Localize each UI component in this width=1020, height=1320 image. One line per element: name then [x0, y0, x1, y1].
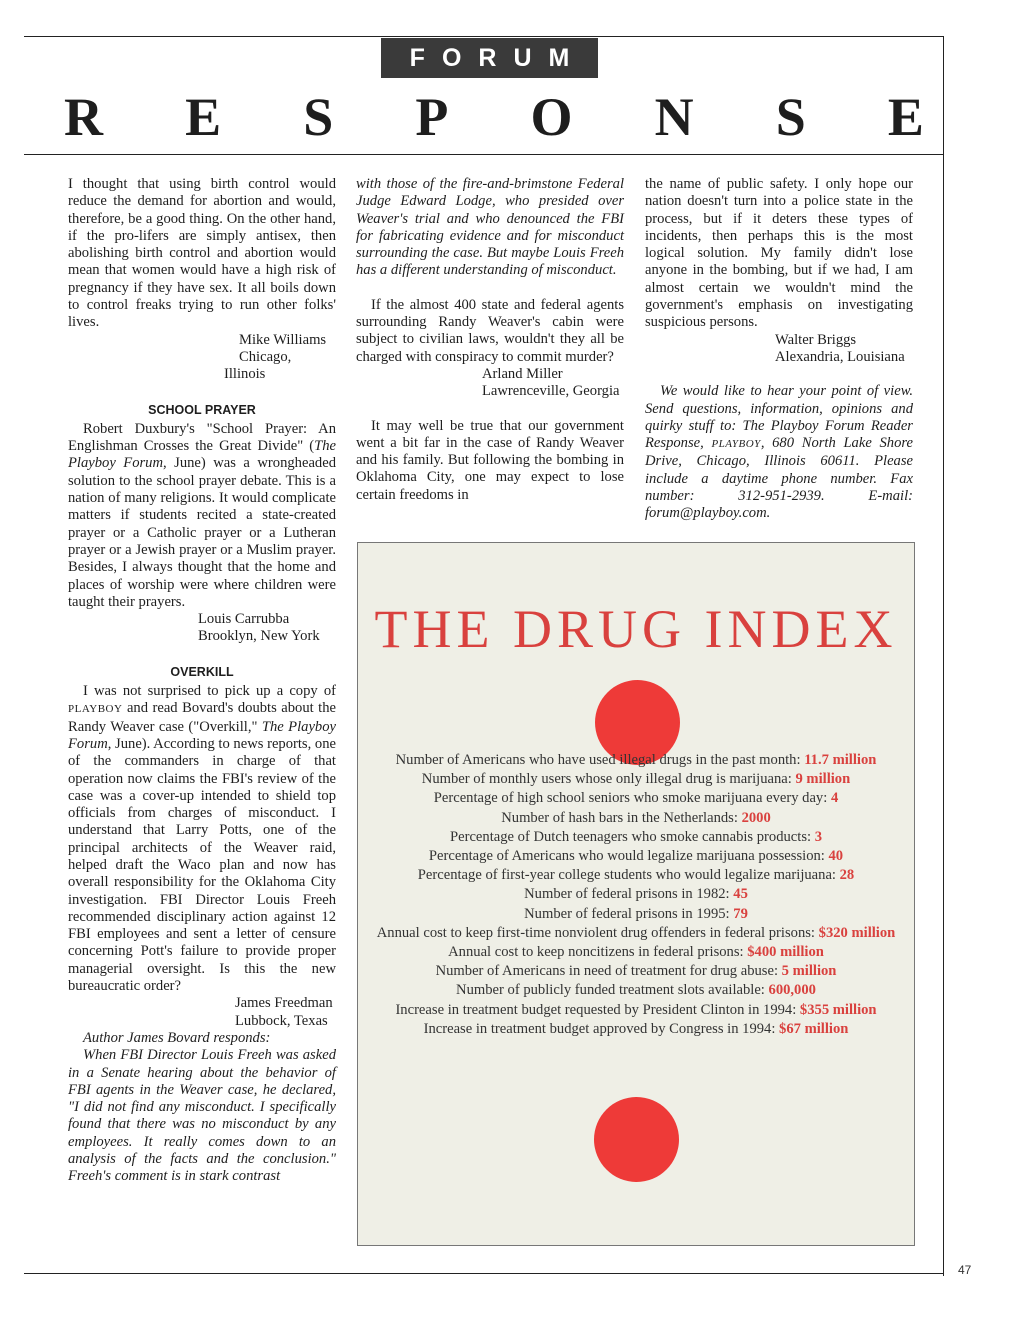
letter-public-safety: It may well be true that our government went a bit far in the case of Randy Weaver and his family. But following the bombing in Oklahoma City, one may expect to lose certain freedoms in	[356, 417, 624, 503]
drug-index-item-value: 5 million	[781, 963, 837, 980]
forum-label: FORUM	[381, 38, 598, 78]
drug-index-item	[366, 770, 906, 789]
drug-index-item-value: 4	[830, 790, 839, 807]
drug-index-list	[366, 751, 906, 1039]
section-heading-overkill: OVERKILL	[170, 664, 234, 679]
drug-index-item-label: Number of Americans in need of treatment for drug abuse:	[435, 963, 782, 980]
drug-index-item-value: 9 million	[795, 771, 851, 788]
right-rule	[943, 36, 944, 1276]
drug-index-item	[366, 962, 906, 981]
signature-name: James Freedman	[235, 995, 333, 1012]
drug-index-item-label: Increase in treatment budget approved by Congress in 1994:	[423, 1020, 780, 1037]
section-heading-school-prayer: SCHOOL PRAYER	[148, 402, 256, 417]
title-letter: S	[303, 87, 334, 147]
signature-place: Chicago, Illinois	[224, 348, 292, 383]
drug-index-item-value: $320 million	[818, 924, 896, 941]
drug-index-box	[357, 542, 915, 1246]
author-response-label: Author James Bovard responds:	[83, 1029, 271, 1046]
drug-index-item-label: Percentage of Dutch teenagers who smoke cannabis products:	[449, 828, 815, 845]
column-2	[356, 176, 624, 504]
drug-index-item	[366, 1020, 906, 1039]
drug-index-item	[366, 828, 906, 847]
title-letter: O	[530, 87, 573, 147]
drug-index-item	[366, 1001, 906, 1020]
drug-index-item-label: Percentage of Americans who would legalize marijuana possession:	[428, 848, 829, 865]
drug-index-item	[366, 751, 906, 770]
title-letter: P	[415, 87, 449, 147]
drug-index-item-value: $400 million	[747, 944, 824, 961]
header-rule	[24, 154, 944, 155]
red-dot-bottom	[594, 1097, 679, 1182]
signature-name: Louis Carrubba	[198, 611, 290, 628]
response-title	[64, 84, 924, 150]
letter-school-prayer: Robert Duxbury's "School Prayer: An Englishman Crosses the Great Divide" (The Playboy Forum, June) was a wrongheaded solution to the school prayer debate. This is a nation of many religions. It would complicate matters if students recited a state-created prayer or a Catholic prayer or a Lutheran prayer or a Jewish prayer or a Muslim prayer. Besides, I always thought that the home and places of worship were where children were taught their prayers.	[68, 420, 336, 610]
drug-index-item-label: Number of monthly users whose only illegal drug is marijuana:	[421, 771, 796, 788]
drug-index-item-label: Increase in treatment budget requested by President Clinton in 1994:	[395, 1001, 800, 1018]
author-response-text: When FBI Director Louis Freeh was asked in a Senate hearing about the behavior of FBI agents in the Weaver case, he declared, "I did not find any misconduct. I specifically found that there was no misconduct by any employees. It really comes down to an analysis of the facts and the conclusion." Freeh's comment is in stark contrast	[68, 1047, 336, 1185]
drug-index-item	[366, 866, 906, 885]
author-response-continued: with those of the fire-and-brimstone Federal Judge Edward Lodge, who presided over Weaver's trial and who denounced the FBI for fabricating evidence and for misconduct surrounding the case. But maybe Louis Freeh has a different understanding of misconduct.	[356, 176, 624, 279]
column-1	[68, 176, 336, 1186]
drug-index-item-value: 40	[828, 848, 844, 865]
drug-index-item-label: Number of publicly funded treatment slots available:	[456, 982, 769, 999]
drug-index-item-value: 79	[733, 905, 748, 922]
letter-overkill: I was not surprised to pick up a copy of PLAYBOY and read Bovard's doubts about the Randy Weaver case ("Overkill," The Playboy Forum, June). According to news reports, one of the commanders in charge of that operation now claims the FBI's review of the case was a cover-up intended to shield top officials from charges of misconduct. I understand that Larry Potts, one of the principal architects of the Weaver raid, helped draft the Waco plan and now has overall responsibility for the Oklahoma City investigation. FBI Director Louis Freeh recommended disciplinary action against 12 FBI employees and sent a letter of censure concerning Pott's failure to provide proper managerial oversight. Is this the new bureaucratic order?	[68, 683, 336, 995]
signature-place: Alexandria, Louisiana	[775, 348, 905, 365]
drug-index-item-value: 45	[733, 886, 748, 903]
drug-index-item-label: Number of hash bars in the Netherlands:	[501, 809, 742, 826]
drug-index-item	[366, 905, 906, 924]
drug-index-item	[366, 981, 906, 1000]
title-letter: R	[64, 87, 103, 147]
submission-invitation: We would like to hear your point of view. Send questions, information, opinions and quirky stuff to: The Playboy Forum Reader Response, PLAYBOY, 680 North Lake Shore Drive, Chicago, Illinois 60611. Please include a daytime phone number. Fax number: 312-951-2939. E-mail: forum@playboy.com.	[645, 383, 913, 522]
drug-index-item	[366, 847, 906, 866]
title-letter: E	[887, 87, 924, 147]
drug-index-item-value: 3	[814, 828, 823, 845]
page-number: 47	[958, 1263, 972, 1277]
drug-index-item-label: Percentage of first-year college students who would legalize marijuana:	[417, 867, 840, 884]
drug-index-item	[366, 885, 906, 904]
signature-place: Lawrenceville, Georgia	[482, 383, 620, 400]
signature-name: Mike Williams	[239, 331, 327, 348]
top-rule	[24, 36, 944, 37]
letter-birth-control: I thought that using birth control would reduce the demand for abortion and would, therefore, be a good thing. On the other hand, if the pro-lifers are simply antisex, then abolishing birth control and abortion would mean that women would have a high risk of pregnancy if they have sex. It all boils down to control freaks trying to run other folks' lives.	[68, 176, 336, 331]
signature-name: Walter Briggs	[775, 331, 857, 348]
drug-index-item	[366, 943, 906, 962]
drug-index-item-value: 28	[839, 867, 855, 884]
drug-index-item	[366, 789, 906, 808]
drug-index-item-label: Percentage of high school seniors who smoke marijuana every day:	[433, 790, 831, 807]
drug-index-item-label: Number of federal prisons in 1982:	[524, 886, 734, 903]
drug-index-item-label: Number of Americans who have used illegal drugs in the past month:	[395, 752, 805, 768]
title-letter: E	[185, 87, 222, 147]
column-3	[645, 176, 913, 523]
drug-index-title: THE DRUG INDEX	[374, 599, 898, 659]
signature-place: Lubbock, Texas	[235, 1012, 328, 1029]
drug-index-item-value: 2000	[741, 809, 771, 826]
drug-index-item-label: Annual cost to keep first-time nonviolent drug offenders in federal prisons:	[376, 924, 819, 941]
bottom-rule	[24, 1273, 944, 1274]
drug-index-item-value: $355 million	[799, 1001, 877, 1018]
signature-name: Arland Miller	[482, 365, 563, 382]
title-letter: S	[775, 87, 806, 147]
drug-index-item-value: 11.7 million	[804, 752, 877, 768]
drug-index-item-label: Annual cost to keep noncitizens in federal prisons:	[448, 944, 748, 961]
drug-index-item-label: Number of federal prisons in 1995:	[524, 905, 734, 922]
drug-index-item-value: 600,000	[768, 982, 816, 999]
letter-public-safety-continued: the name of public safety. I only hope our nation doesn't turn into a police state in the process, but if it deters these types of incidents, then perhaps this is the most logical solution. My family didn't lose anyone in the bombing, but if we had, I am almost certain we wouldn't mind the government's emphasis on investigating suspicious persons.	[645, 176, 913, 331]
signature-place: Brooklyn, New York	[198, 628, 320, 645]
drug-index-item	[366, 809, 906, 828]
drug-index-item	[366, 924, 906, 943]
title-letter: N	[654, 87, 694, 147]
drug-index-item-value: $67 million	[779, 1020, 849, 1037]
letter-agents: If the almost 400 state and federal agents surrounding Randy Weaver's cabin were subject to civilian laws, wouldn't they all be charged with conspiracy to commit murder?	[356, 296, 624, 365]
